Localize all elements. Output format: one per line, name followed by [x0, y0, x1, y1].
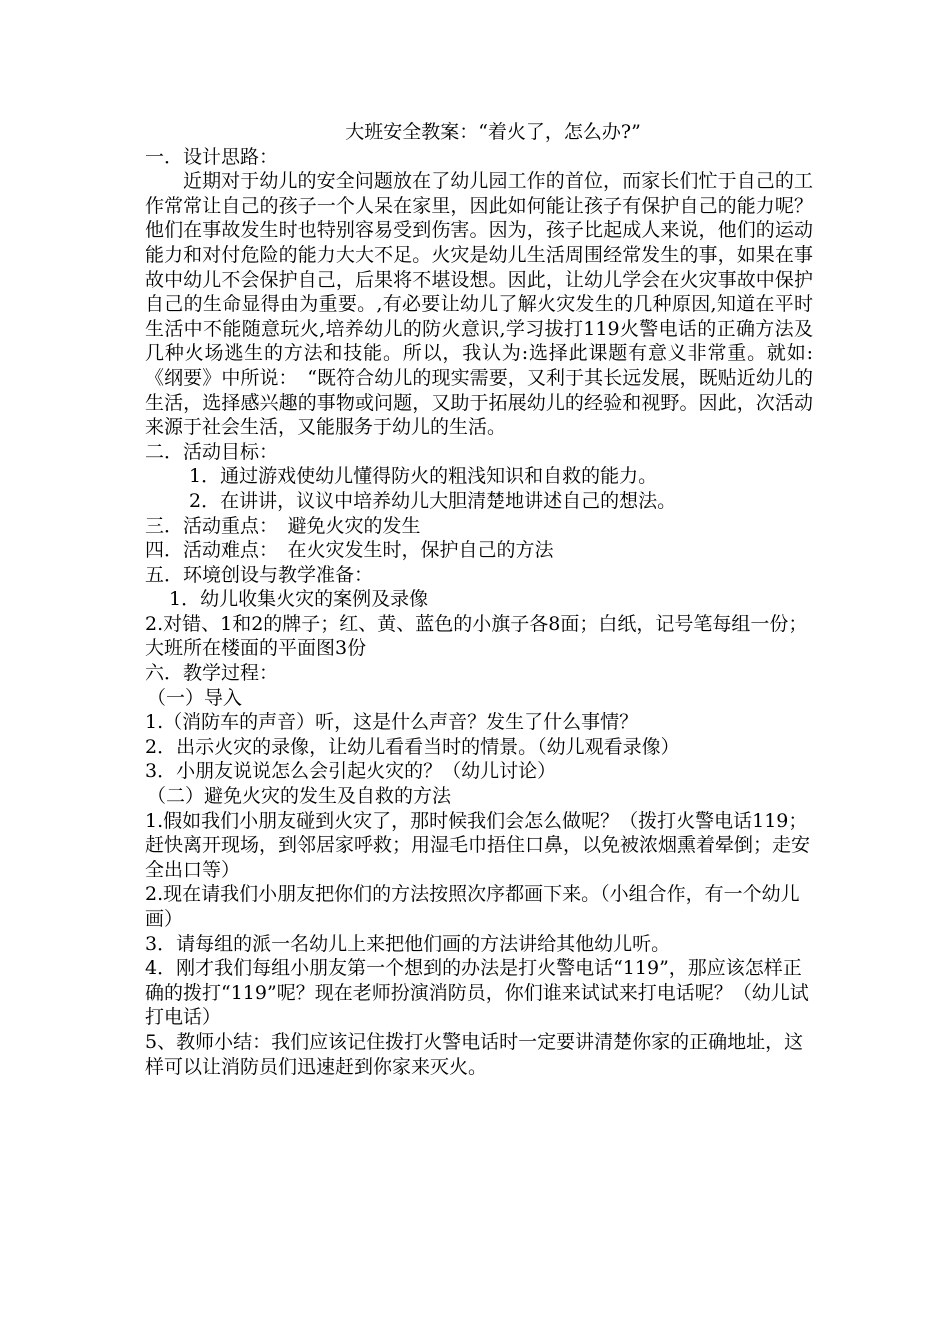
part-2-item-5: 5、教师小结：我们应该记住拨打火警电话时一定要讲清楚你家的正确地址，这样可以让消防员们迅速赶到你家来灭火。	[145, 1030, 804, 1078]
section-3-heading: 三．活动重点： 避免火灾的发生	[145, 514, 421, 537]
part-2-item-1: 1.假如我们小朋友碰到火灾了，那时候我们会怎么做呢？（拨打火警电话119；赶快离开现场，到邻居家呼救；用湿毛巾捂住口鼻，以免被浓烟熏着晕倒；走安全出口等）	[145, 809, 811, 881]
part-1-heading: （一）导入	[147, 686, 243, 709]
prep-item-2: 2.对错、1和2的牌子；红、黄、蓝色的小旗子各8面；白纸，记号笔每组一份；大班所在楼面的平面图3份	[145, 612, 808, 660]
goal-item-1: 1．通过游戏使幼儿懂得防火的粗浅知识和自救的能力。	[189, 465, 658, 488]
section-1-paragraph: 近期对于幼儿的安全问题放在了幼儿园工作的首位，而家长们忙于自己的工作常常让自己的孩子一个人呆在家里，因此如何能让孩子有保护自己的能力呢？他们在事故发生时也特别容易受到伤害。因为，孩子比起成人来说，他们的运动能力和对付危险的能力大大不足。火灾是幼儿生活周围经常发生的事，如果在事故中幼儿不会保护自己，后果将不堪设想。因此，让幼儿学会在火灾事故中保护自己的生命显得由为重要。,有必要让幼儿了解火灾发生的几种原因,知道在平时生活中不能随意玩火,培养幼儿的防火意识,学习拔打119火警电话的正确方法及几种火场逃生的方法和技能。所以，我认为:选择此课题有意义非常重。就如:《纲要》中所说： “既符合幼儿的现实需要，又利于其长远发展，既贴近幼儿的生活，选择感兴趣的事物或问题，又助于拓展幼儿的经验和视野。因此，次活动来源于社会生活，又能服务于幼儿的生活。	[145, 170, 813, 439]
part-1-item-1: 1.（消防车的声音）听，这是什么声音？发生了什么事情？	[145, 711, 639, 734]
section-6-heading: 六．教学过程：	[145, 662, 279, 685]
part-2-item-3: 3．请每组的派一名幼儿上来把他们画的方法讲给其他幼儿听。	[145, 932, 671, 955]
part-1-item-3: 3．小朋友说说怎么会引起火灾的？（幼儿讨论）	[145, 760, 557, 783]
part-2-item-2: 2.现在请我们小朋友把你们的方法按照次序都画下来。（小组合作，有一个幼儿画）	[145, 883, 800, 930]
section-2-heading: 二．活动目标：	[145, 440, 279, 463]
document-page	[145, 120, 813, 1079]
goal-item-2: 2．在讲讲，议议中培养幼儿大胆清楚地讲述自己的想法。	[189, 489, 677, 512]
section-4-heading: 四．活动难点： 在火灾发生时，保护自己的方法	[145, 539, 554, 562]
prep-item-1: 1．幼儿收集火灾的案例及录像	[169, 588, 429, 611]
section-5-heading: 五．环境创设与教学准备：	[145, 563, 374, 586]
part-1-item-2: 2．出示火灾的录像，让幼儿看看当时的情景。（幼儿观看录像）	[145, 735, 680, 758]
document-title: 大班安全教案：“着火了，怎么办?”	[345, 121, 641, 143]
part-2-heading: （二）避免火灾的发生及自救的方法	[147, 785, 452, 808]
part-2-item-4: 4．刚才我们每组小朋友第一个想到的办法是打火警电话“119”，那应该怎样正确的拨打“119”呢？现在老师扮演消防员，你们谁来试试来打电话呢？（幼儿试打电话）	[145, 957, 809, 1029]
section-1-heading: 一．设计思路：	[145, 145, 279, 168]
